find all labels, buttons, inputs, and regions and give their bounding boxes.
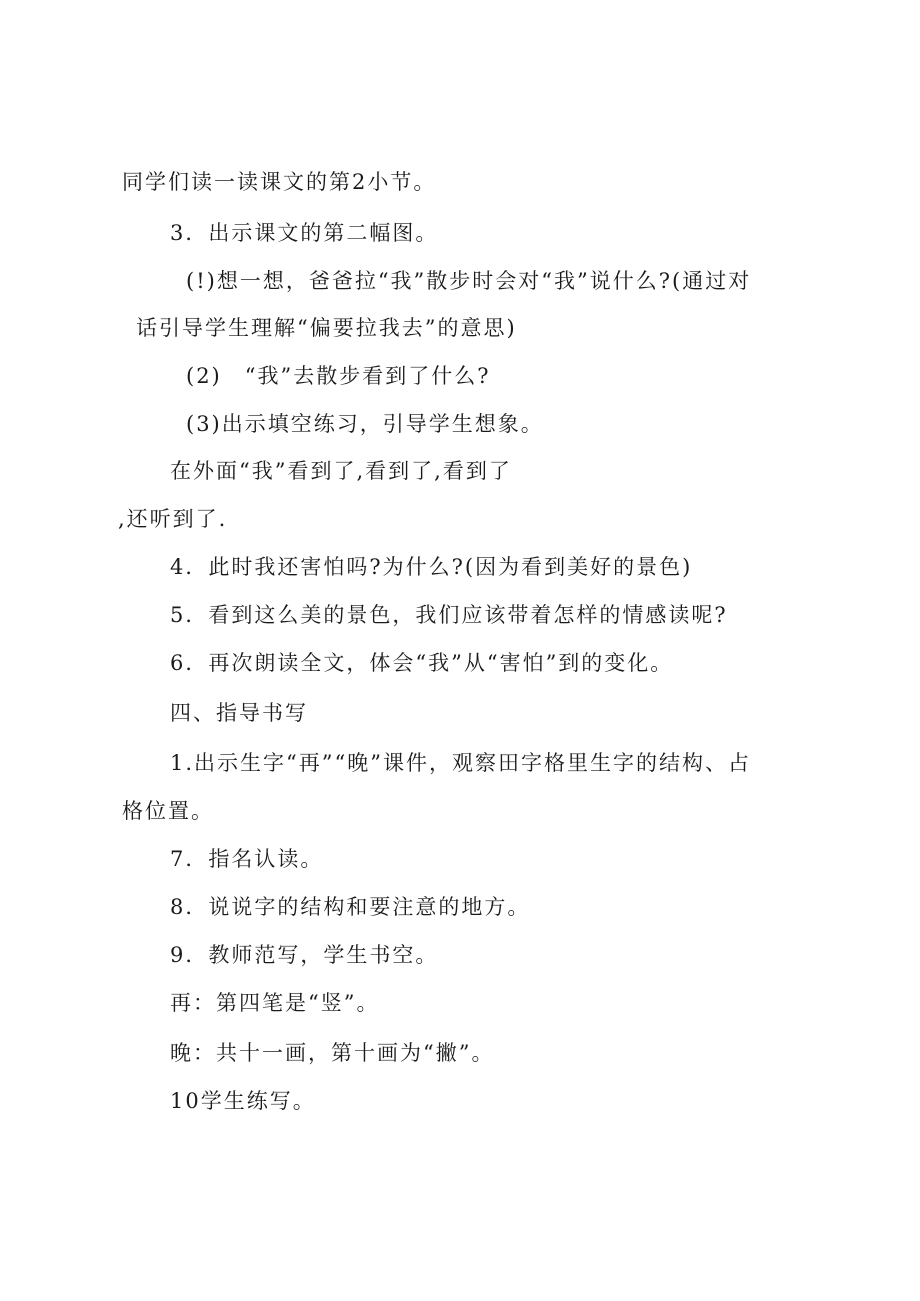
section-heading: 四、指导书写 — [170, 701, 308, 725]
text-line: 6．再次朗读全文，体会“我”从“害怕”到的变化。 — [170, 651, 674, 675]
text-line: 4．此时我还害怕吗?为什么?(因为看到美好的景色) — [170, 555, 693, 579]
text-line: 1.出示生字“再”“晚”课件，观察田字格里生字的结构、占 — [170, 751, 751, 775]
text-line: 7．指名认读。 — [170, 847, 324, 871]
text-line: 格位置。 — [122, 799, 214, 823]
text-line: (2) “我”去散步看到了什么? — [186, 364, 491, 388]
text-line: ,还听到了. — [118, 507, 228, 531]
text-line: 3．出示课文的第二幅图。 — [170, 221, 439, 245]
text-line: 同学们读一读课文的第2小节。 — [122, 170, 437, 194]
text-line: 再：第四笔是“竖”。 — [170, 991, 380, 1015]
text-line: 5．看到这么美的景色，我们应该带着怎样的情感读呢? — [170, 603, 728, 627]
text-line: (!)想一想，爸爸拉“我”散步时会对“我”说什么?(通过对 — [186, 269, 752, 293]
text-line: 10学生练写。 — [170, 1089, 316, 1113]
text-line: 话引导学生理解“偏要拉我去”的意思) — [136, 316, 517, 340]
text-line: 在外面“我”看到了,看到了,看到了 — [170, 459, 512, 483]
text-line: 晚：共十一画，第十画为“撇”。 — [170, 1041, 495, 1065]
text-line: 8．说说字的结构和要注意的地方。 — [170, 895, 531, 919]
text-line: 9．教师范写，学生书空。 — [170, 943, 439, 967]
text-line: (3)出示填空练习，引导学生想象。 — [186, 412, 544, 436]
